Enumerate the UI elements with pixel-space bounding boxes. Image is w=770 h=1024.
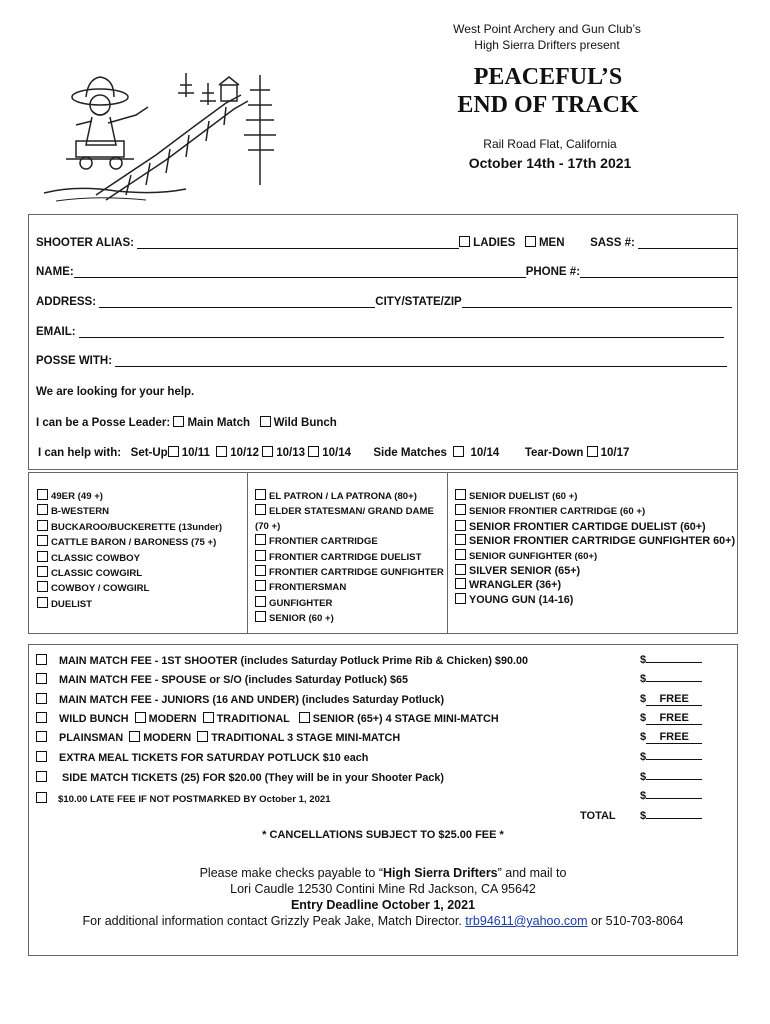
checkbox-icon[interactable] — [37, 504, 48, 515]
division-option[interactable]: SILVER SENIOR (65+) — [455, 564, 735, 578]
setup-1013-checkbox[interactable] — [262, 446, 273, 457]
divisions-column-2 — [255, 489, 444, 627]
checkbox-icon[interactable] — [255, 489, 266, 500]
plainsman-modern-checkbox[interactable] — [129, 731, 140, 742]
main-match-checkbox[interactable] — [173, 416, 184, 427]
presenter-line-1: West Point Archery and Gun Club’s — [453, 22, 641, 36]
teardown-checkbox[interactable] — [587, 446, 598, 457]
side-matches-label: Side Matches — [373, 447, 447, 459]
payee-name: High Sierra Drifters — [383, 866, 498, 880]
contact-email-link[interactable]: trb94611@yahoo.com — [465, 914, 588, 928]
wild-bunch-traditional-checkbox[interactable] — [203, 712, 214, 723]
help-with-row — [38, 446, 629, 459]
checkbox-icon[interactable] — [37, 489, 48, 500]
name-field[interactable] — [74, 267, 526, 278]
fee-wild-bunch-label: WILD BUNCH — [59, 713, 129, 725]
checkbox-icon[interactable] — [455, 549, 466, 560]
men-label: MEN — [538, 237, 565, 249]
event-location: Rail Road Flat, California — [483, 137, 617, 151]
division-option[interactable]: FRONTIERSMAN — [255, 580, 444, 595]
shooter-alias-field[interactable] — [137, 238, 459, 249]
fee-wild-bunch-row — [36, 712, 499, 725]
fee-plainsman-label: PLAINSMAN — [59, 732, 124, 744]
fee-late-label: $10.00 LATE FEE IF NOT POSTMARKED BY October 1, 2021 — [58, 794, 331, 805]
fee-side-match-amount[interactable]: $ — [640, 771, 702, 783]
ladies-checkbox[interactable] — [459, 236, 470, 247]
division-option-continued: (70 +) — [255, 520, 281, 532]
event-dates: October 14th - 17th 2021 — [468, 155, 632, 171]
fee-juniors-row — [36, 693, 444, 706]
checkbox-icon[interactable] — [255, 611, 266, 622]
fee-plainsman-checkbox[interactable] — [36, 731, 47, 742]
phone-label: PHONE #: — [525, 266, 581, 278]
plainsman-modern-label: MODERN — [143, 732, 192, 744]
posse-field[interactable] — [115, 356, 727, 367]
address-label: ADDRESS: — [36, 296, 97, 308]
contact-info-line: For additional information contact Grizzly Peak Jake, Match Director. trb94611@yahoo.com or 510-703-8064 — [82, 914, 684, 928]
checkbox-icon[interactable] — [455, 489, 466, 500]
division-option[interactable]: BUCKAROO/BUCKERETTE (13under) — [37, 520, 222, 535]
posse-label: POSSE WITH: — [36, 355, 113, 367]
fee-meal-amount[interactable]: $ — [640, 751, 702, 763]
checkbox-icon[interactable] — [455, 593, 466, 604]
shooter-alias-label: SHOOTER ALIAS: — [36, 237, 134, 249]
checkbox-icon[interactable] — [455, 564, 466, 575]
wild-bunch-modern-checkbox[interactable] — [135, 712, 146, 723]
checkbox-icon[interactable] — [255, 565, 266, 576]
fee-meal-label: EXTRA MEAL TICKETS FOR SATURDAY POTLUCK $10 each — [59, 752, 369, 764]
registration-form-box — [28, 214, 738, 470]
contact-phone: 510-703-8064 — [605, 914, 684, 928]
posse-row — [36, 355, 727, 367]
city-state-zip-label: CITY/STATE/ZIP — [375, 296, 462, 308]
wild-bunch-senior-label: SENIOR (65+) 4 STAGE MINI-MATCH — [312, 713, 499, 725]
help-text: We are looking for your help. — [36, 386, 195, 398]
division-option[interactable]: SENIOR DUELIST (60 +) — [455, 489, 735, 504]
fee-spouse-row — [36, 673, 408, 686]
division-option[interactable]: FRONTIER CARTRIDGE — [255, 534, 444, 549]
total-amount[interactable]: $ — [640, 810, 702, 822]
fee-spouse-amount[interactable]: $ — [640, 673, 702, 685]
wild-bunch-traditional-label: TRADITIONAL — [216, 713, 290, 725]
fee-side-match-checkbox[interactable] — [36, 771, 47, 782]
presenter-line-2: High Sierra Drifters present — [474, 38, 620, 52]
fee-side-match-label: SIDE MATCH TICKETS (25) FOR $20.00 (They will be in your Shooter Pack) — [62, 772, 444, 784]
division-option[interactable]: DUELIST — [37, 597, 222, 612]
fee-main-match-amount[interactable]: $ — [640, 654, 702, 666]
total-label: TOTAL — [580, 810, 616, 822]
division-option[interactable]: B-WESTERN — [37, 504, 222, 519]
posse-leader-label: I can be a Posse Leader: — [36, 417, 171, 429]
fee-late-amount[interactable]: $ — [640, 790, 702, 802]
fee-wild-bunch-checkbox[interactable] — [36, 712, 47, 723]
wild-bunch-modern-label: MODERN — [148, 713, 197, 725]
checkbox-icon[interactable] — [37, 581, 48, 592]
phone-field[interactable] — [580, 267, 738, 278]
division-option[interactable]: SENIOR (60 +) — [255, 611, 444, 626]
divisions-column-1 — [37, 489, 222, 612]
plainsman-traditional-checkbox[interactable] — [197, 731, 208, 742]
address-field[interactable] — [99, 297, 375, 308]
checkbox-icon[interactable] — [455, 504, 466, 515]
event-title-line-2: END OF TRACK — [457, 92, 639, 118]
checkbox-icon[interactable] — [37, 535, 48, 546]
side-matches-date: 10/14 — [470, 447, 500, 459]
teardown-label: Tear-Down — [524, 447, 584, 459]
fee-spouse-label: MAIN MATCH FEE - SPOUSE or S/O (includes Saturday Potluck) $65 — [59, 674, 408, 686]
fee-wild-bunch-amount: $ FREE — [640, 712, 702, 725]
checks-payable-line: Please make checks payable to “High Sierra Drifters” and mail to — [199, 866, 567, 880]
checkbox-icon[interactable] — [455, 520, 466, 531]
divisions-column-3 — [455, 489, 735, 607]
city-state-zip-field[interactable] — [462, 297, 732, 308]
division-option[interactable]: 49ER (49 +) — [37, 489, 222, 504]
help-with-label: I can help with: — [38, 447, 122, 459]
fee-side-match-row — [36, 771, 444, 784]
division-option[interactable]: SENIOR FRONTIER CARTIDGE DUELIST (60+) — [455, 520, 735, 534]
division-option[interactable]: SENIOR GUNFIGHTER (60+) — [455, 549, 735, 564]
email-label: EMAIL: — [36, 326, 76, 338]
fee-plainsman-amount: $ FREE — [640, 731, 702, 744]
divisions-box — [28, 472, 738, 634]
checkbox-icon[interactable] — [37, 551, 48, 562]
checkbox-icon[interactable] — [255, 580, 266, 591]
division-option[interactable]: CLASSIC COWGIRL — [37, 566, 222, 581]
setup-1014-checkbox[interactable] — [308, 446, 319, 457]
cartoon-illustration — [36, 45, 286, 215]
fee-juniors-label: MAIN MATCH FEE - JUNIORS (16 AND UNDER) (includes Saturday Potluck) — [59, 694, 445, 706]
division-option[interactable]: COWBOY / COWGIRL — [37, 581, 222, 596]
setup-date: 10/12 — [230, 447, 260, 459]
posse-leader-row — [36, 416, 337, 429]
wild-bunch-label: Wild Bunch — [273, 417, 337, 429]
entry-deadline: Entry Deadline October 1, 2021 — [290, 898, 476, 912]
setup-label: Set-Up — [130, 447, 168, 459]
fee-meal-checkbox[interactable] — [36, 751, 47, 762]
checkbox-icon[interactable] — [255, 534, 266, 545]
fee-plainsman-row — [36, 731, 400, 744]
setup-1011-checkbox[interactable] — [168, 446, 179, 457]
fee-main-match-label: MAIN MATCH FEE - 1ST SHOOTER (includes Saturday Potluck Prime Rib & Chicken) $90.00 — [59, 655, 528, 667]
checkbox-icon[interactable] — [255, 596, 266, 607]
setup-date: 10/11 — [181, 447, 210, 459]
division-option[interactable]: ELDER STATESMAN/ GRAND DAME — [255, 504, 444, 519]
division-option[interactable]: CLASSIC COWBOY — [37, 551, 222, 566]
division-option[interactable]: FRONTIER CARTRIDGE DUELIST — [255, 550, 444, 565]
checkbox-icon[interactable] — [255, 550, 266, 561]
checkbox-icon[interactable] — [37, 520, 48, 531]
division-option[interactable]: WRANGLER (36+) — [455, 578, 735, 592]
setup-date: 10/13 — [276, 447, 306, 459]
checkbox-icon[interactable] — [455, 534, 466, 545]
division-option[interactable]: EL PATRON / LA PATRONA (80+) — [255, 489, 444, 504]
fee-meal-row — [36, 751, 368, 764]
address-row — [36, 296, 732, 308]
email-field[interactable] — [79, 327, 724, 338]
fee-spouse-checkbox[interactable] — [36, 673, 47, 684]
sass-number-field[interactable] — [638, 238, 738, 249]
division-option[interactable]: SENIOR FRONTIER CARTRIDGE (60 +) — [455, 504, 735, 519]
division-option[interactable]: CATTLE BARON / BARONESS (75 +) — [37, 535, 222, 550]
plainsman-traditional-label: TRADITIONAL 3 STAGE MINI-MATCH — [211, 732, 401, 744]
checkbox-icon[interactable] — [455, 578, 466, 589]
fee-main-match-row — [36, 654, 528, 667]
fee-juniors-checkbox[interactable] — [36, 693, 47, 704]
checkbox-icon[interactable] — [37, 597, 48, 608]
event-title-line-1: PEACEFUL’S — [473, 64, 623, 90]
checkbox-icon[interactable] — [255, 504, 266, 515]
division-option[interactable]: SENIOR FRONTIER CARTRIDGE GUNFIGHTER 60+) — [455, 534, 735, 548]
fee-late-row — [36, 792, 331, 805]
division-option[interactable]: YOUNG GUN (14-16) — [455, 593, 735, 607]
sass-label: SASS #: — [590, 237, 635, 249]
fee-late-checkbox[interactable] — [36, 792, 47, 803]
name-label: NAME: — [36, 266, 74, 278]
main-match-label: Main Match — [187, 417, 251, 429]
checkbox-icon[interactable] — [37, 566, 48, 577]
division-option[interactable]: GUNFIGHTER — [255, 596, 444, 611]
mailing-address: Lori Caudle 12530 Contini Mine Rd Jackson, CA 95642 — [230, 882, 536, 896]
teardown-date: 10/17 — [600, 447, 630, 459]
shooter-alias-row — [36, 236, 738, 249]
wild-bunch-checkbox[interactable] — [260, 416, 271, 427]
setup-date: 10/14 — [322, 447, 352, 459]
fee-main-match-checkbox[interactable] — [36, 654, 47, 665]
wild-bunch-senior-checkbox[interactable] — [299, 712, 310, 723]
side-matches-checkbox[interactable] — [453, 446, 464, 457]
cancellation-note: * CANCELLATIONS SUBJECT TO $25.00 FEE * — [262, 829, 504, 841]
fee-juniors-amount: $ FREE — [640, 693, 702, 706]
name-row — [36, 266, 738, 278]
men-checkbox[interactable] — [525, 236, 536, 247]
division-option[interactable]: FRONTIER CARTRIDGE GUNFIGHTER — [255, 565, 444, 580]
email-row — [36, 326, 724, 338]
setup-1012-checkbox[interactable] — [216, 446, 227, 457]
ladies-label: LADIES — [473, 237, 516, 249]
